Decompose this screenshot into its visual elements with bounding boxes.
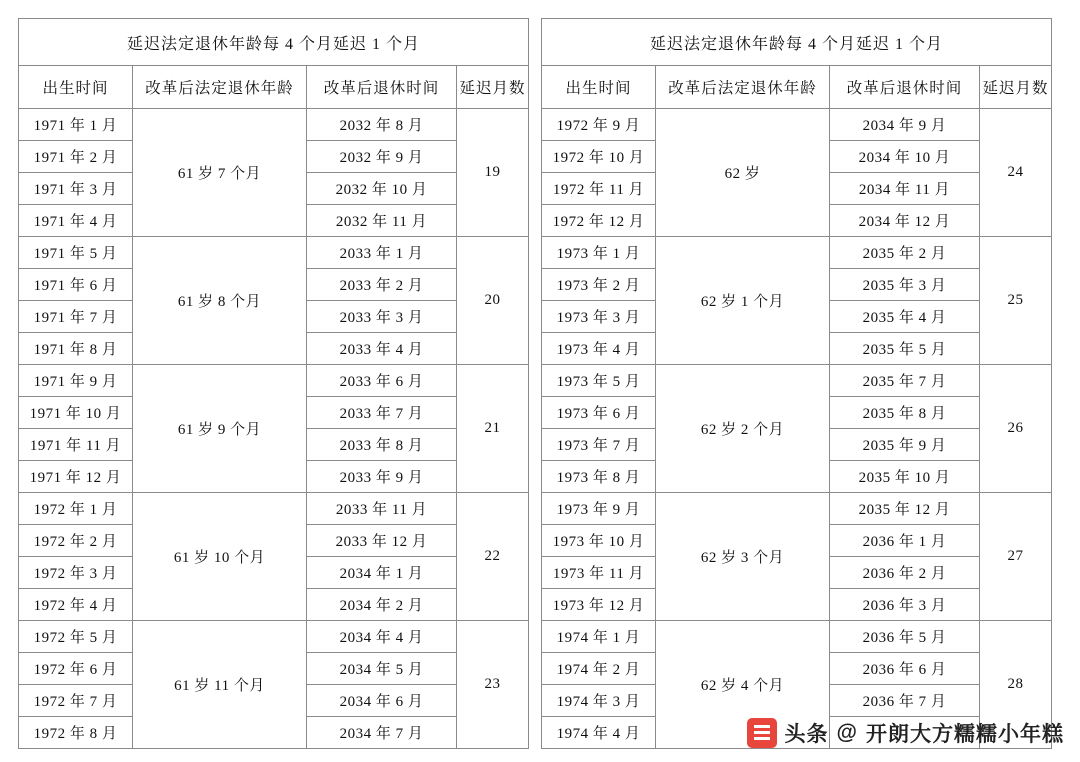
cell-birth: 1972 年 5 月 — [19, 621, 133, 653]
cell-birth: 1971 年 8 月 — [19, 333, 133, 365]
table-title: 延迟法定退休年龄每 4 个月延迟 1 个月 — [542, 19, 1052, 66]
table-title-row — [19, 19, 529, 66]
cell-birth: 1971 年 5 月 — [19, 237, 133, 269]
cell-retire: 2033 年 2 月 — [307, 269, 457, 301]
column-header-age: 改革后法定退休年龄 — [133, 66, 307, 109]
cell-retire: 2035 年 10 月 — [830, 461, 980, 493]
cell-retire: 2034 年 4 月 — [307, 621, 457, 653]
cell-retire: 2035 年 9 月 — [830, 429, 980, 461]
cell-delay: 23 — [457, 621, 529, 749]
table-title: 延迟法定退休年龄每 4 个月延迟 1 个月 — [19, 19, 529, 66]
table-row — [542, 109, 1052, 141]
retirement-table-left — [18, 18, 529, 749]
cell-retire: 2033 年 12 月 — [307, 525, 457, 557]
column-header-birth: 出生时间 — [19, 66, 133, 109]
cell-retire: 2035 年 8 月 — [830, 397, 980, 429]
cell-retire: 2036 年 3 月 — [830, 589, 980, 621]
cell-retire: 2036 年 2 月 — [830, 557, 980, 589]
cell-retire: 2033 年 4 月 — [307, 333, 457, 365]
table-row — [542, 493, 1052, 525]
cell-birth: 1972 年 8 月 — [19, 717, 133, 749]
table-row — [19, 365, 529, 397]
cell-birth: 1972 年 3 月 — [19, 557, 133, 589]
cell-birth: 1971 年 9 月 — [19, 365, 133, 397]
cell-retire: 2035 年 2 月 — [830, 237, 980, 269]
cell-retire: 2033 年 3 月 — [307, 301, 457, 333]
cell-birth: 1971 年 11 月 — [19, 429, 133, 461]
cell-retire: 2036 年 7 月 — [830, 685, 980, 717]
cell-retire: 2036 年 5 月 — [830, 621, 980, 653]
retirement-tables-container — [18, 18, 1062, 749]
cell-delay: 21 — [457, 365, 529, 493]
cell-birth: 1974 年 2 月 — [542, 653, 656, 685]
cell-age: 62 岁 1 个月 — [656, 237, 830, 365]
cell-age: 61 岁 9 个月 — [133, 365, 307, 493]
column-header-delay: 延迟月数 — [457, 66, 529, 109]
cell-birth: 1971 年 4 月 — [19, 205, 133, 237]
column-header-age: 改革后法定退休年龄 — [656, 66, 830, 109]
cell-retire: 2034 年 11 月 — [830, 173, 980, 205]
cell-retire: 2033 年 9 月 — [307, 461, 457, 493]
cell-retire: 2034 年 12 月 — [830, 205, 980, 237]
cell-age: 62 岁 3 个月 — [656, 493, 830, 621]
table-header-row — [542, 66, 1052, 109]
cell-birth: 1973 年 5 月 — [542, 365, 656, 397]
cell-retire: 2036 年 1 月 — [830, 525, 980, 557]
cell-retire: 2032 年 11 月 — [307, 205, 457, 237]
cell-birth: 1971 年 7 月 — [19, 301, 133, 333]
cell-retire: 2033 年 6 月 — [307, 365, 457, 397]
cell-birth: 1972 年 1 月 — [19, 493, 133, 525]
cell-retire: 2034 年 10 月 — [830, 141, 980, 173]
cell-birth: 1971 年 12 月 — [19, 461, 133, 493]
cell-retire: 2033 年 1 月 — [307, 237, 457, 269]
cell-age: 61 岁 8 个月 — [133, 237, 307, 365]
cell-birth: 1972 年 6 月 — [19, 653, 133, 685]
cell-birth: 1972 年 9 月 — [542, 109, 656, 141]
cell-retire: 2035 年 4 月 — [830, 301, 980, 333]
cell-birth: 1973 年 2 月 — [542, 269, 656, 301]
cell-retire: 2033 年 8 月 — [307, 429, 457, 461]
toutiao-logo-icon — [747, 718, 777, 748]
cell-retire: 2032 年 9 月 — [307, 141, 457, 173]
cell-retire: 2035 年 12 月 — [830, 493, 980, 525]
cell-retire: 2034 年 7 月 — [307, 717, 457, 749]
cell-birth: 1974 年 1 月 — [542, 621, 656, 653]
cell-age: 62 岁 2 个月 — [656, 365, 830, 493]
cell-retire: 2034 年 1 月 — [307, 557, 457, 589]
cell-retire: 2035 年 3 月 — [830, 269, 980, 301]
cell-birth: 1974 年 4 月 — [542, 717, 656, 749]
cell-retire: 2036 年 6 月 — [830, 653, 980, 685]
cell-retire: 2034 年 9 月 — [830, 109, 980, 141]
table-row — [19, 493, 529, 525]
cell-birth: 1973 年 3 月 — [542, 301, 656, 333]
table-header-row — [19, 66, 529, 109]
watermark-author: 开朗大方糯糯小年糕 — [866, 723, 1064, 746]
cell-birth: 1973 年 11 月 — [542, 557, 656, 589]
cell-birth: 1973 年 1 月 — [542, 237, 656, 269]
cell-delay: 28 — [980, 621, 1052, 749]
column-header-retire: 改革后退休时间 — [830, 66, 980, 109]
cell-delay: 20 — [457, 237, 529, 365]
cell-delay: 24 — [980, 109, 1052, 237]
cell-retire: 2034 年 6 月 — [307, 685, 457, 717]
cell-birth: 1971 年 10 月 — [19, 397, 133, 429]
cell-retire: 2033 年 7 月 — [307, 397, 457, 429]
cell-birth: 1971 年 6 月 — [19, 269, 133, 301]
cell-birth: 1973 年 6 月 — [542, 397, 656, 429]
cell-birth: 1972 年 2 月 — [19, 525, 133, 557]
cell-birth: 1971 年 1 月 — [19, 109, 133, 141]
cell-retire: 2032 年 8 月 — [307, 109, 457, 141]
cell-delay: 22 — [457, 493, 529, 621]
cell-retire: 2033 年 11 月 — [307, 493, 457, 525]
cell-age: 61 岁 7 个月 — [133, 109, 307, 237]
cell-birth: 1973 年 9 月 — [542, 493, 656, 525]
cell-retire: 2034 年 5 月 — [307, 653, 457, 685]
cell-delay: 19 — [457, 109, 529, 237]
cell-birth: 1972 年 10 月 — [542, 141, 656, 173]
column-header-delay: 延迟月数 — [980, 66, 1052, 109]
cell-birth: 1972 年 4 月 — [19, 589, 133, 621]
cell-birth: 1973 年 10 月 — [542, 525, 656, 557]
table-row — [19, 621, 529, 653]
cell-birth: 1972 年 7 月 — [19, 685, 133, 717]
cell-retire: 2035 年 5 月 — [830, 333, 980, 365]
column-header-birth: 出生时间 — [542, 66, 656, 109]
column-header-retire: 改革后退休时间 — [307, 66, 457, 109]
cell-delay: 27 — [980, 493, 1052, 621]
cell-birth: 1972 年 12 月 — [542, 205, 656, 237]
cell-delay: 26 — [980, 365, 1052, 493]
cell-age: 62 岁 4 个月 — [656, 621, 830, 749]
cell-retire: 2035 年 7 月 — [830, 365, 980, 397]
table-row — [542, 621, 1052, 653]
cell-birth: 1973 年 7 月 — [542, 429, 656, 461]
cell-birth: 1971 年 2 月 — [19, 141, 133, 173]
cell-age: 61 岁 11 个月 — [133, 621, 307, 749]
watermark-brand: 头条 — [784, 723, 829, 746]
cell-retire: 2032 年 10 月 — [307, 173, 457, 205]
table-row — [19, 237, 529, 269]
table-title-row — [542, 19, 1052, 66]
cell-birth: 1973 年 8 月 — [542, 461, 656, 493]
cell-delay: 25 — [980, 237, 1052, 365]
watermark-separator: @ — [836, 721, 858, 744]
table-row — [19, 109, 529, 141]
table-row — [542, 365, 1052, 397]
cell-birth: 1972 年 11 月 — [542, 173, 656, 205]
retirement-table-right — [541, 18, 1052, 749]
watermark — [747, 718, 1064, 748]
cell-birth: 1971 年 3 月 — [19, 173, 133, 205]
cell-birth: 1973 年 4 月 — [542, 333, 656, 365]
table-row — [542, 237, 1052, 269]
cell-birth: 1973 年 12 月 — [542, 589, 656, 621]
cell-retire: 2034 年 2 月 — [307, 589, 457, 621]
cell-age: 62 岁 — [656, 109, 830, 237]
cell-age: 61 岁 10 个月 — [133, 493, 307, 621]
cell-birth: 1974 年 3 月 — [542, 685, 656, 717]
